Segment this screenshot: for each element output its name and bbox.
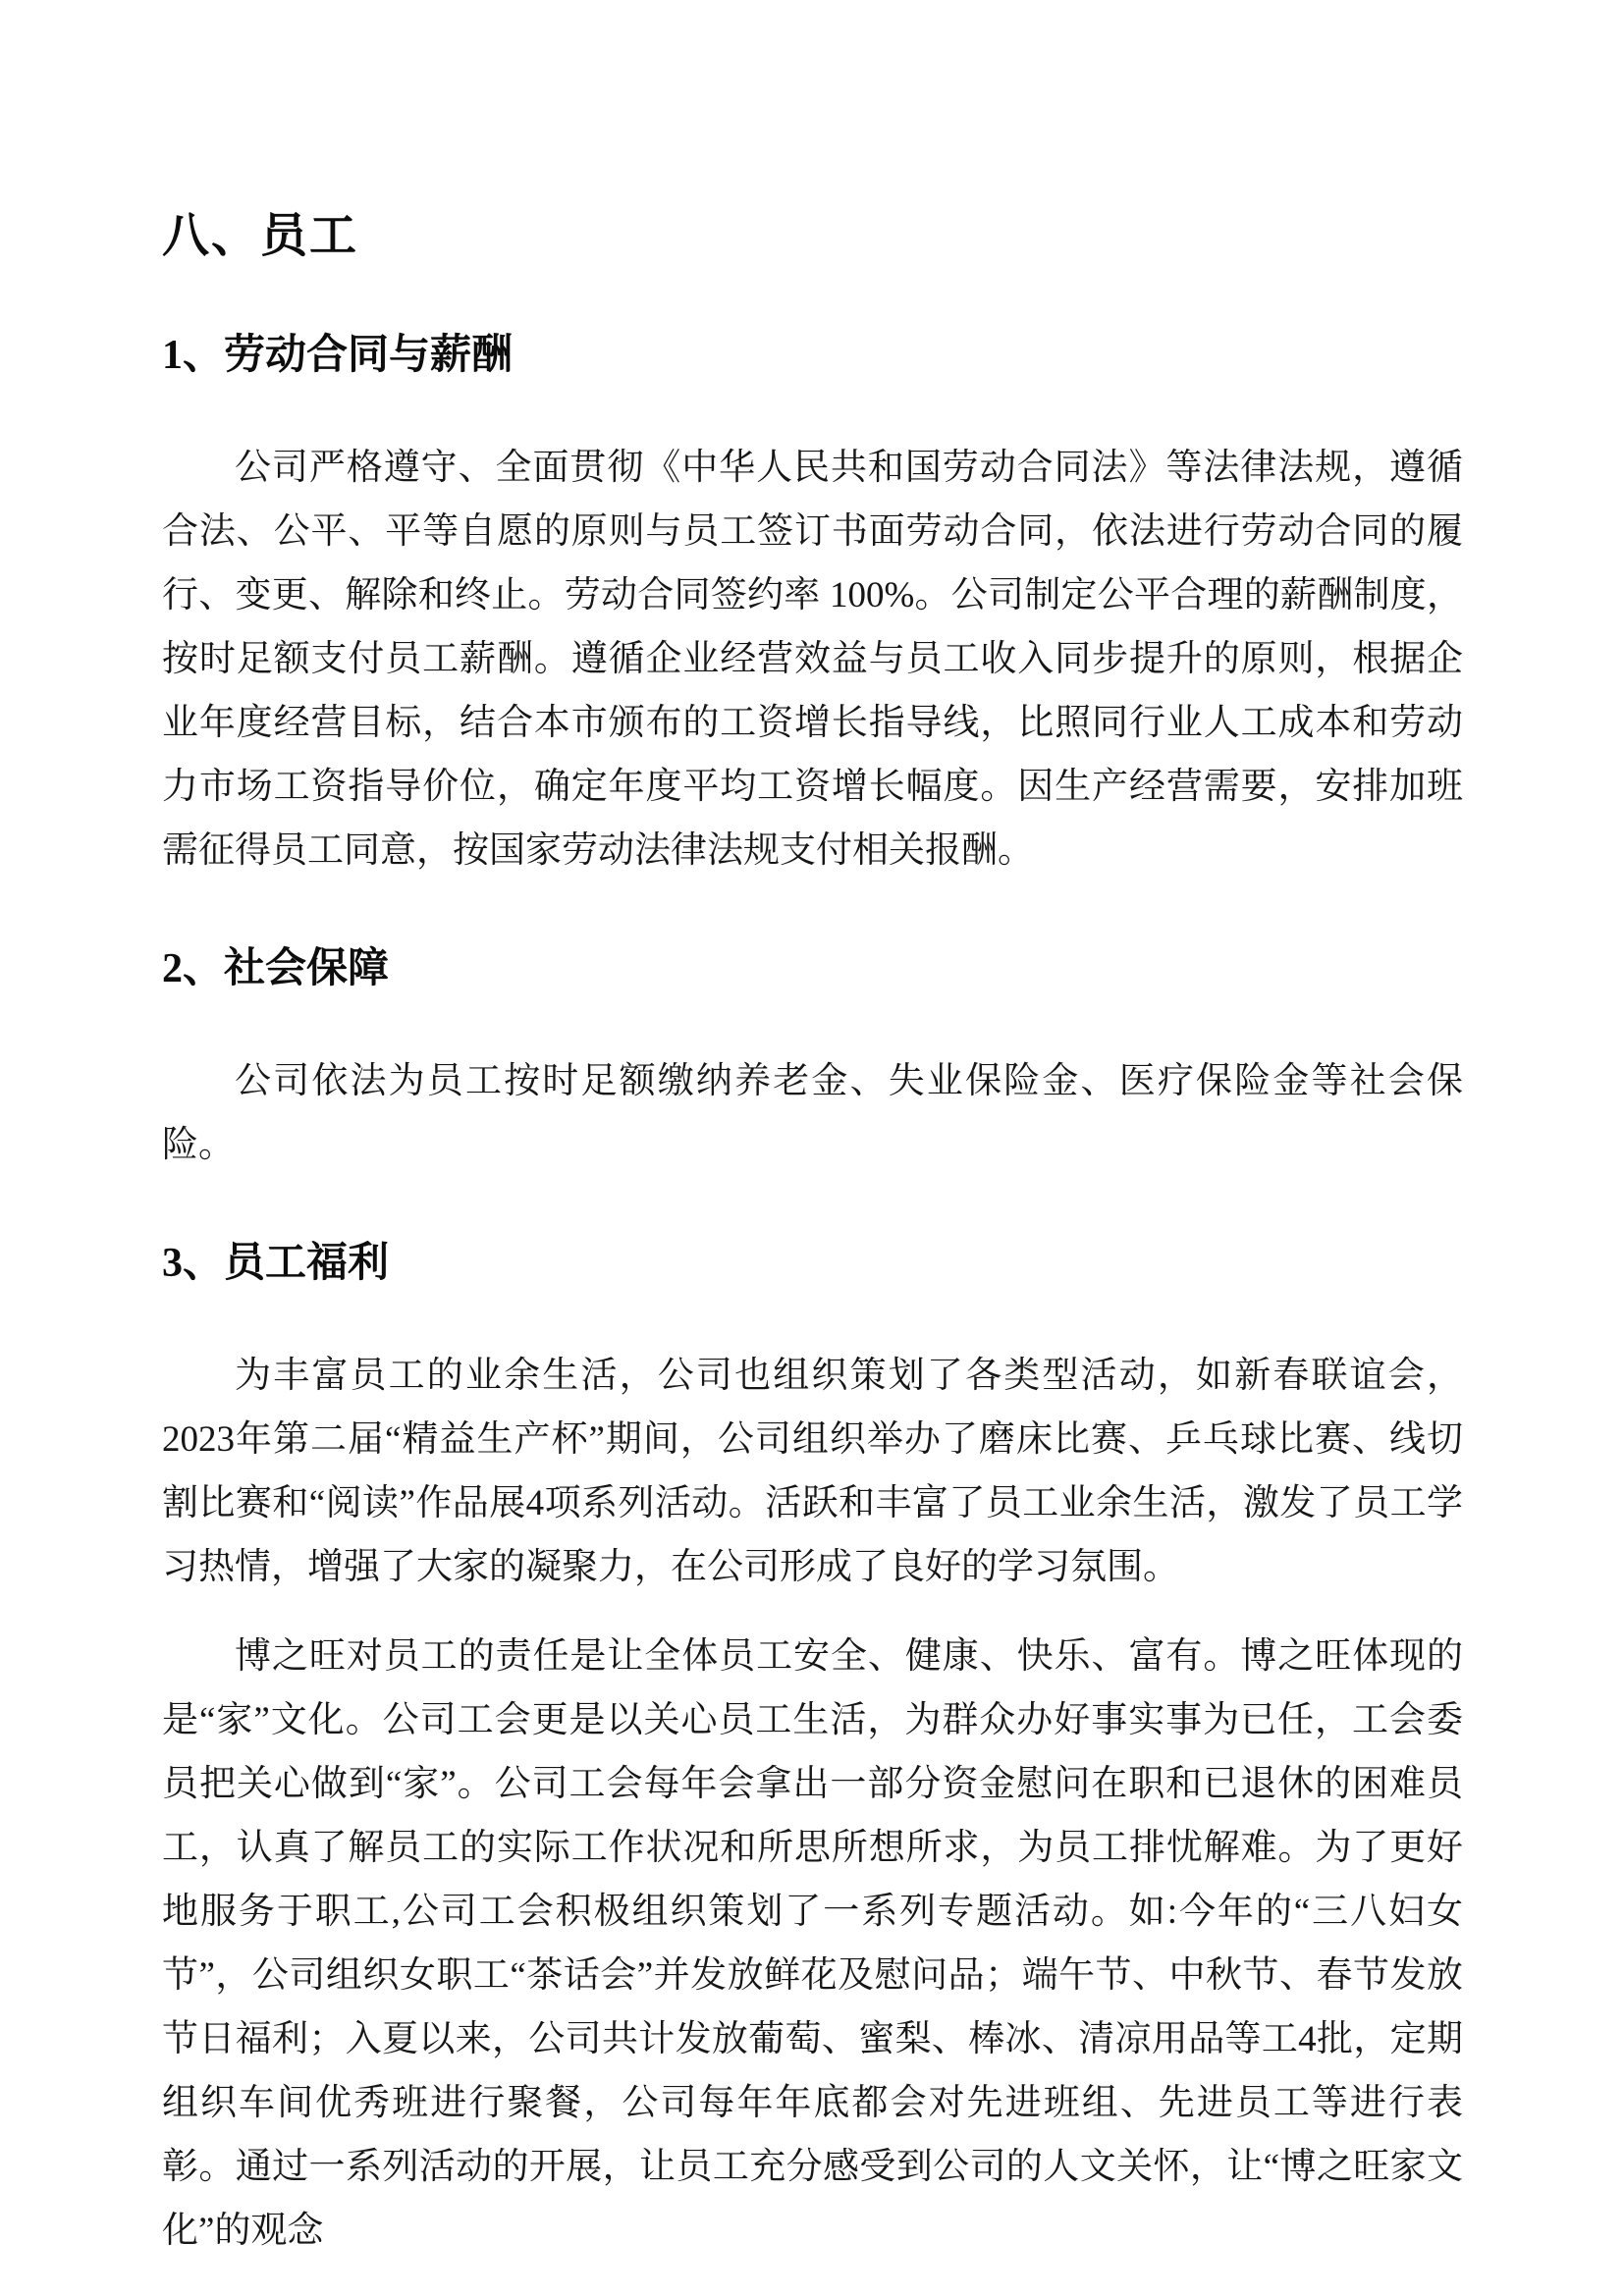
section-labor-contract: [162, 330, 1463, 882]
section-employee-welfare: [162, 1238, 1463, 2263]
body-paragraph: 博之旺对员工的责任是让全体员工安全、健康、快乐、富有。博之旺体现的是“家”文化。公司工会更是以关心员工生活，为群众办好事实事为已任，工会委员把关心做到“家”。公司工会每年会拿出一部分资金慰问在职和已退休的困难员工，认真了解员工的实际工作状况和所思所想所求，为员工排忧解难。为了更好地服务于职工,公司工会积极组织策划了一系列专题活动。如:今年的“三八妇女节”，公司组织女职工“茶话会”并发放鲜花及慰问品；端午节、中秋节、春节发放节日福利；入夏以来，公司共计发放葡萄、蜜梨、棒冰、清凉用品等工4批，定期组织车间优秀班进行聚餐，公司每年年底都会对先进班组、先进员工等进行表彰。通过一系列活动的开展，让员工充分感受到公司的人文关怀，让“博之旺家文化”的观念: [162, 1636, 1463, 2251]
section-heading-labor-contract: 1、劳动合同与薪酬: [162, 333, 514, 378]
section-social-security: [162, 943, 1463, 1177]
body-paragraph: 为丰富员工的业余生活，公司也组织策划了各类型活动，如新春联谊会，2023年第二届“精益生产杯”期间，公司组织举办了磨床比赛、乒乓球比赛、线切割比赛和“阅读”作品展4项系列活动。活跃和丰富了员工业余生活，激发了员工学习热情，增强了大家的凝聚力，在公司形成了良好的学习氛围。: [162, 1356, 1463, 1587]
section-heading-social-security: 2、社会保障: [162, 946, 390, 991]
page-title: 八、员工: [162, 208, 359, 263]
body-paragraph: 公司严格遵守、全面贯彻《中华人民共和国劳动合同法》等法律法规，遵循合法、公平、平等自愿的原则与员工签订书面劳动合同，依法进行劳动合同的履行、变更、解除和终止。劳动合同签约率 100%。公司制定公平合理的薪酬制度，按时足额支付员工薪酬。遵循企业经营效益与员工收入同步提升的原则，根据企业年度经营目标，结合本市颁布的工资增长指导线，比照同行业人工成本和劳动力市场工资指导价位，确定年度平均工资增长幅度。因生产经营需要，安排加班需征得员工同意，按国家劳动法律法规支付相关报酬。: [162, 448, 1463, 871]
body-paragraph: 公司依法为员工按时足额缴纳养老金、失业保险金、医疗保险金等社会保险。: [162, 1061, 1463, 1165]
section-heading-employee-welfare: 3、员工福利: [162, 1241, 390, 1286]
